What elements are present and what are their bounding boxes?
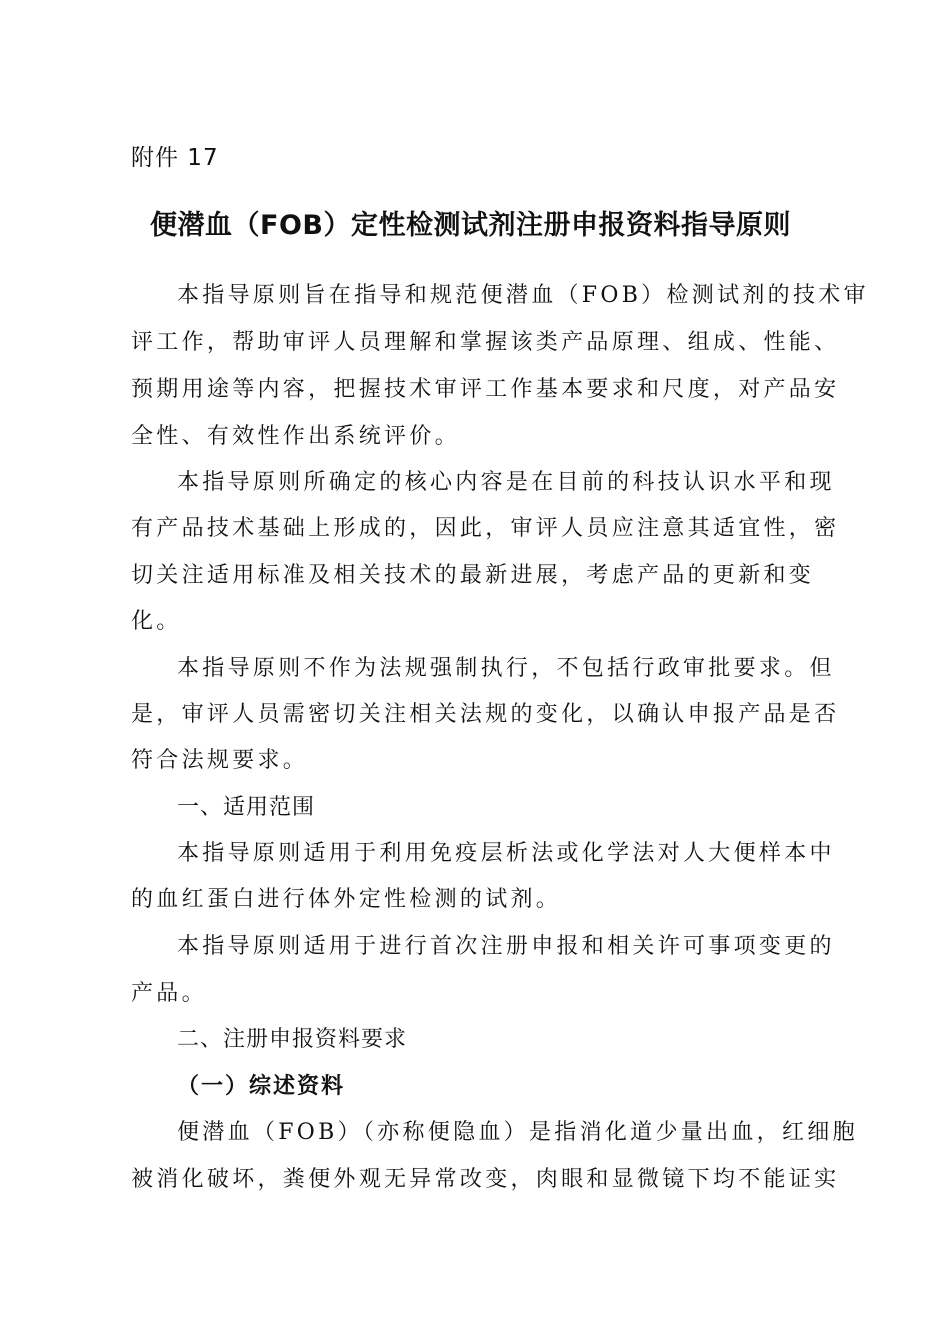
paragraph-1-line-1: 本指导原则旨在指导和规范便潜血（FOB）检测试剂的技术审 bbox=[177, 283, 869, 308]
section-heading-scope: 一、适用范围 bbox=[177, 795, 316, 820]
paragraph-4-line-1: 本指导原则适用于利用免疫层析法或化学法对人大便样本中 bbox=[177, 841, 835, 866]
paragraph-2-line-3: 切关注适用标准及相关技术的最新进展，考虑产品的更新和变 bbox=[131, 563, 815, 588]
document-title: 便潜血（FOB）定性检测试剂注册申报资料指导原则 bbox=[150, 210, 791, 241]
section-heading-requirements: 二、注册申报资料要求 bbox=[177, 1027, 408, 1052]
paragraph-3-line-2: 是，审评人员需密切关注相关法规的变化，以确认申报产品是否 bbox=[131, 702, 840, 727]
paragraph-2-line-1: 本指导原则所确定的核心内容是在目前的科技认识水平和现 bbox=[177, 470, 835, 495]
subsection-heading-overview: （一）综述资料 bbox=[177, 1073, 346, 1099]
paragraph-6-line-1: 便潜血（FOB）（亦称便隐血）是指消化道少量出血，红细胞 bbox=[177, 1120, 858, 1145]
paragraph-5-line-2: 产品。 bbox=[131, 981, 207, 1006]
paragraph-1-line-3: 预期用途等内容，把握技术审评工作基本要求和尺度，对产品安 bbox=[131, 377, 840, 402]
paragraph-2-line-2: 有产品技术基础上形成的，因此，审评人员应注意其适宜性，密 bbox=[131, 516, 840, 541]
paragraph-5-line-1: 本指导原则适用于进行首次注册申报和相关许可事项变更的 bbox=[177, 934, 835, 959]
paragraph-3-line-3: 符合法规要求。 bbox=[131, 748, 309, 773]
paragraph-3-line-1: 本指导原则不作为法规强制执行，不包括行政审批要求。但 bbox=[177, 656, 835, 681]
paragraph-1-line-2: 评工作，帮助审评人员理解和掌握该类产品原理、组成、性能、 bbox=[131, 330, 840, 355]
paragraph-1-line-4: 全性、有效性作出系统评价。 bbox=[131, 424, 460, 449]
paragraph-6-line-2: 被消化破坏，粪便外观无异常改变，肉眼和显微镜下均不能证实 bbox=[131, 1167, 840, 1192]
paragraph-2-line-4: 化。 bbox=[131, 609, 182, 634]
paragraph-4-line-2: 的血红蛋白进行体外定性检测的试剂。 bbox=[131, 887, 562, 912]
attachment-label: 附件 17 bbox=[131, 145, 219, 171]
